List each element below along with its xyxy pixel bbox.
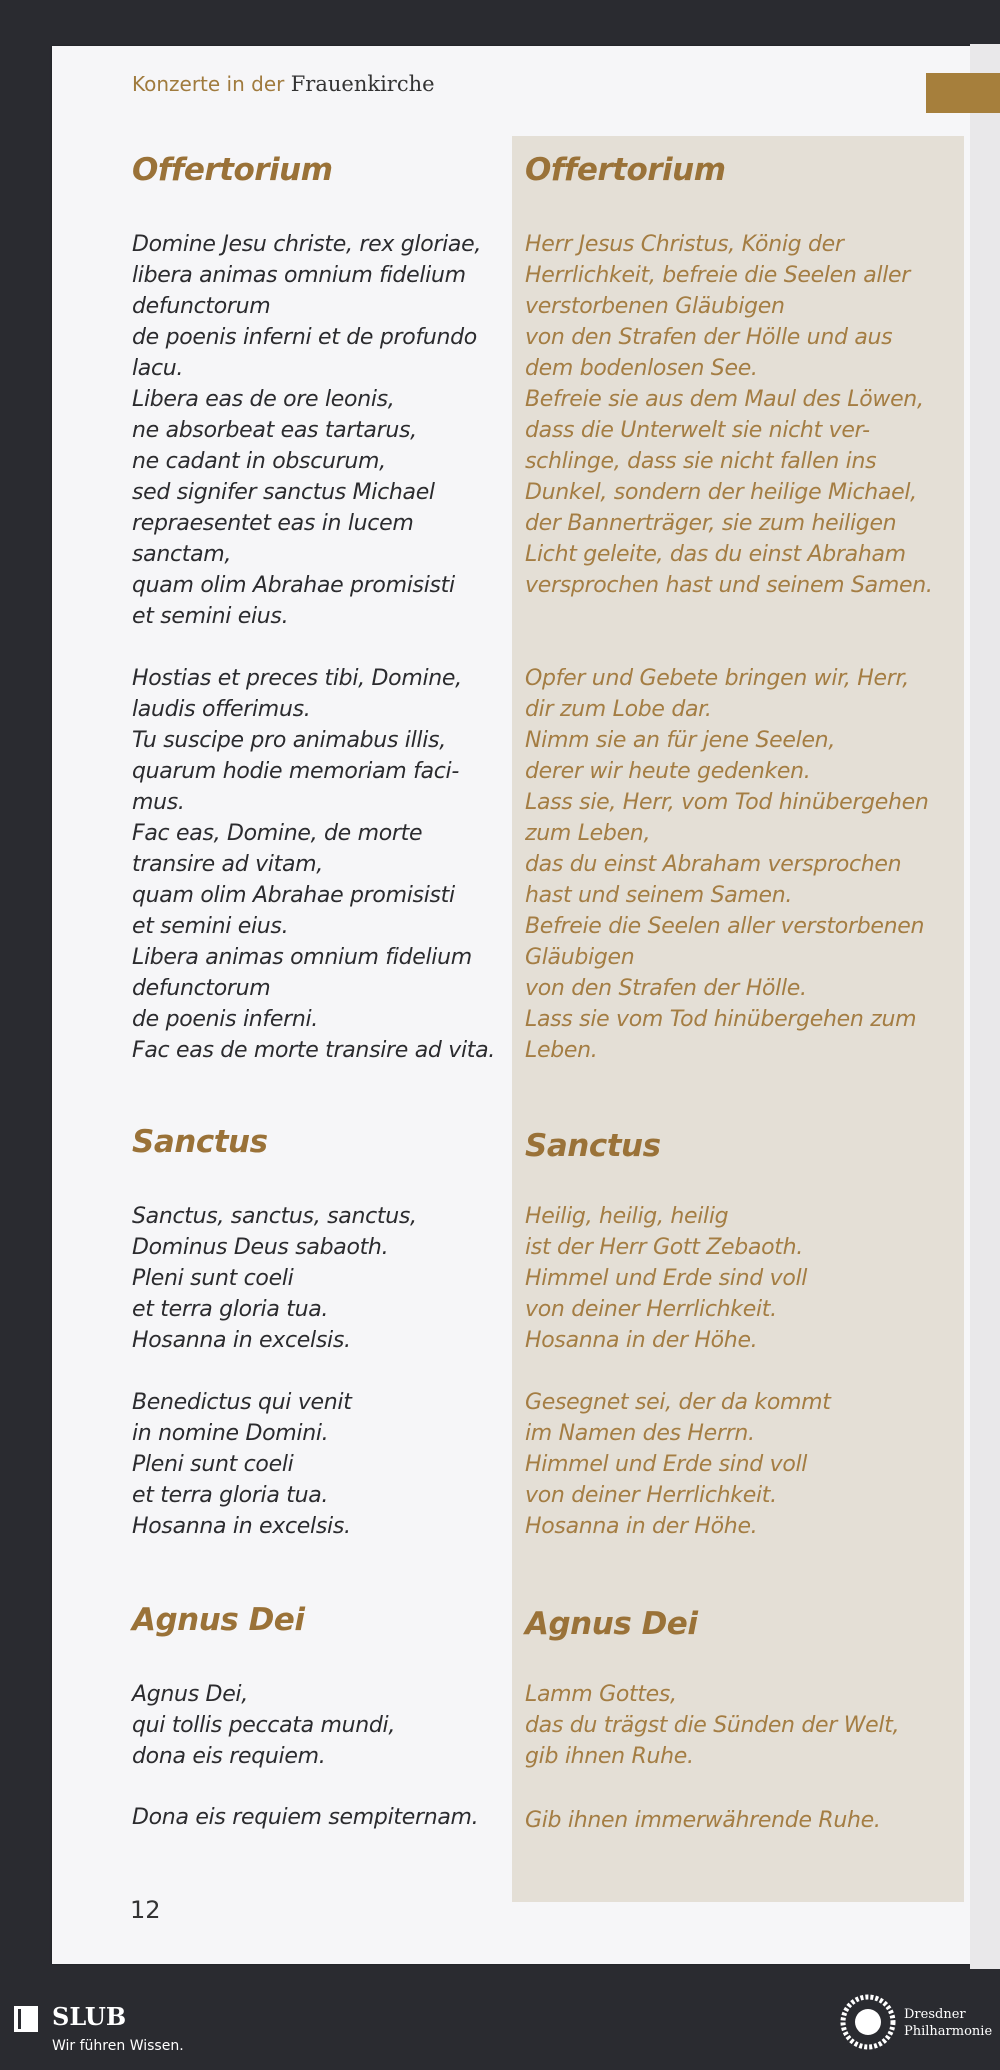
verse-line: Befreie die Seelen aller verstorbenen — [525, 914, 925, 939]
verse-line: et semini eius. — [132, 604, 289, 629]
offertorium-german-stanza-1 — [525, 229, 933, 601]
verse-line: Lass sie vom Tod hinübergehen zum — [525, 1007, 917, 1032]
verse-line: dass die Unterwelt sie nicht ver- — [525, 418, 870, 443]
verse-line: libera animas omnium fidelium — [132, 263, 466, 288]
verse-line: von den Strafen der Hölle. — [525, 976, 807, 1001]
verse-line: Fac eas, Domine, de morte — [132, 821, 423, 846]
philharmonie-logo-icon — [840, 1994, 896, 2050]
verse-line: ist der Herr Gott Zebaoth. — [525, 1235, 803, 1260]
verse-line: Pleni sunt coeli — [132, 1452, 294, 1477]
verse-line: zum Leben, — [525, 821, 651, 846]
verse-line: quarum hodie memoriam faci- — [132, 759, 460, 784]
verse-line: repraesentet eas in lucem — [132, 511, 414, 536]
verse-line: Herrlichkeit, befreie die Seelen aller — [525, 263, 911, 288]
verse-line: sed signifer sanctus Michael — [132, 480, 435, 505]
sanctus-german-title: Sanctus — [525, 1128, 661, 1164]
verse-line: im Namen des Herrn. — [525, 1421, 755, 1446]
verse-line: lacu. — [132, 356, 184, 381]
verse-line: Herr Jesus Christus, König der — [525, 232, 844, 257]
verse-line: Gesegnet sei, der da kommt — [525, 1390, 831, 1415]
verse-line: Hosanna in der Höhe. — [525, 1328, 758, 1353]
verse-line: Nimm sie an für jene Seelen, — [525, 728, 836, 753]
agnus-german-title: Agnus Dei — [525, 1606, 698, 1642]
verse-line: Libera animas omnium fidelium — [132, 945, 472, 970]
philharmonie-name — [904, 2006, 992, 2040]
running-header — [132, 72, 435, 96]
verse-line: Lamm Gottes, — [525, 1682, 677, 1707]
sanctus-latin-title: Sanctus — [132, 1124, 268, 1160]
agnus-latin-stanza-2 — [132, 1802, 478, 1833]
section-tab-marker — [926, 73, 1000, 113]
verse-line: Libera eas de ore leonis, — [132, 387, 395, 412]
verse-line: Agnus Dei, — [132, 1682, 248, 1707]
verse-line: verstorbenen Gläubigen — [525, 294, 785, 319]
verse-line: hast und seinem Samen. — [525, 883, 793, 908]
verse-line: et terra gloria tua. — [132, 1483, 329, 1508]
verse-line: Himmel und Erde sind voll — [525, 1266, 808, 1291]
verse-line: von deiner Herrlichkeit. — [525, 1483, 777, 1508]
philharmonie-name-line-1: Dresdner — [904, 2007, 966, 2022]
verse-line: Fac eas de morte transire ad vita. — [132, 1038, 495, 1063]
verse-line: in nomine Domini. — [132, 1421, 329, 1446]
offertorium-german-title: Offertorium — [525, 152, 726, 188]
sanctus-german-stanza-1 — [525, 1201, 807, 1356]
verse-line: das du trägst die Sünden der Welt, — [525, 1713, 900, 1738]
verse-line: Dona eis requiem sempiternam. — [132, 1805, 479, 1830]
verse-line: qui tollis peccata mundi, — [132, 1713, 396, 1738]
verse-line: von deiner Herrlichkeit. — [525, 1297, 777, 1322]
verse-line: Hostias et preces tibi, Domine, — [132, 666, 462, 691]
verse-line: der Bannerträger, sie zum heiligen — [525, 511, 897, 536]
verse-line: Himmel und Erde sind voll — [525, 1452, 808, 1477]
offertorium-latin-title: Offertorium — [132, 152, 333, 188]
verse-line: Befreie sie aus dem Maul des Löwen, — [525, 387, 924, 412]
viewer-footer — [0, 1982, 1000, 2070]
verse-line: dir zum Lobe dar. — [525, 697, 712, 722]
verse-line: Sanctus, sanctus, sanctus, — [132, 1204, 417, 1229]
verse-line: ne cadant in obscurum, — [132, 449, 386, 474]
verse-line: dona eis requiem. — [132, 1744, 326, 1769]
verse-line: Licht geleite, das du einst Abraham — [525, 542, 906, 567]
verse-line: ne absorbeat eas tartarus, — [132, 418, 417, 443]
slub-tagline: Wir führen Wissen. — [52, 2038, 184, 2054]
verse-line: defunctorum — [132, 976, 271, 1001]
verse-line: Gläubigen — [525, 945, 635, 970]
sanctus-latin-stanza-1 — [132, 1201, 417, 1356]
verse-line: schlinge, dass sie nicht fallen ins — [525, 449, 877, 474]
verse-line: Gib ihnen immerwährende Ruhe. — [525, 1808, 881, 1833]
sanctus-latin-stanza-2 — [132, 1387, 352, 1542]
offertorium-latin-stanza-1 — [132, 229, 481, 632]
next-page-edge — [970, 44, 1000, 1969]
agnus-latin-stanza-1 — [132, 1679, 395, 1772]
philharmonie-name-line-2: Philharmonie — [904, 2024, 993, 2039]
verse-line: Dunkel, sondern der heilige Michael, — [525, 480, 917, 505]
verse-line: derer wir heute gedenken. — [525, 759, 811, 784]
verse-line: versprochen hast und seinem Samen. — [525, 573, 933, 598]
verse-line: Dominus Deus sabaoth. — [132, 1235, 389, 1260]
verse-line: quam olim Abrahae promisisti — [132, 573, 455, 598]
verse-line: de poenis inferni. — [132, 1007, 318, 1032]
verse-line: gib ihnen Ruhe. — [525, 1744, 694, 1769]
verse-line: Pleni sunt coeli — [132, 1266, 294, 1291]
verse-line: dem bodenlosen See. — [525, 356, 758, 381]
verse-line: Hosanna in der Höhe. — [525, 1514, 758, 1539]
agnus-german-stanza-1 — [525, 1679, 899, 1772]
verse-line: defunctorum — [132, 294, 271, 319]
verse-line: Benedictus qui venit — [132, 1390, 352, 1415]
verse-line: mus. — [132, 790, 185, 815]
verse-line: Lass sie, Herr, vom Tod hinübergehen — [525, 790, 929, 815]
slub-book-icon — [14, 2006, 38, 2032]
verse-line: Heilig, heilig, heilig — [525, 1204, 729, 1229]
agnus-german-stanza-2 — [525, 1805, 881, 1836]
verse-line: von den Strafen der Hölle und aus — [525, 325, 893, 350]
verse-line: Hosanna in excelsis. — [132, 1514, 351, 1539]
verse-line: Domine Jesu christe, rex gloriae, — [132, 232, 482, 257]
header-series: Konzerte in der — [132, 72, 285, 96]
verse-line: de poenis inferni et de profundo — [132, 325, 477, 350]
page-number: 12 — [130, 1896, 161, 1924]
header-venue: Frauenkirche — [290, 72, 435, 96]
verse-line: laudis offerimus. — [132, 697, 311, 722]
verse-line: Hosanna in excelsis. — [132, 1328, 351, 1353]
verse-line: quam olim Abrahae promisisti — [132, 883, 455, 908]
verse-line: et terra gloria tua. — [132, 1297, 329, 1322]
verse-line: Tu suscipe pro animabus illis, — [132, 728, 446, 753]
slub-name: SLUB — [52, 2002, 127, 2031]
verse-line: Leben. — [525, 1038, 598, 1063]
offertorium-latin-stanza-2 — [132, 663, 495, 1066]
verse-line: et semini eius. — [132, 914, 289, 939]
verse-line: das du einst Abraham versprochen — [525, 852, 902, 877]
offertorium-german-stanza-2 — [525, 663, 929, 1066]
verse-line: transire ad vitam, — [132, 852, 323, 877]
sanctus-german-stanza-2 — [525, 1387, 831, 1542]
verse-line: Opfer und Gebete bringen wir, Herr, — [525, 666, 909, 691]
agnus-latin-title: Agnus Dei — [132, 1602, 305, 1638]
verse-line: sanctam, — [132, 542, 232, 567]
